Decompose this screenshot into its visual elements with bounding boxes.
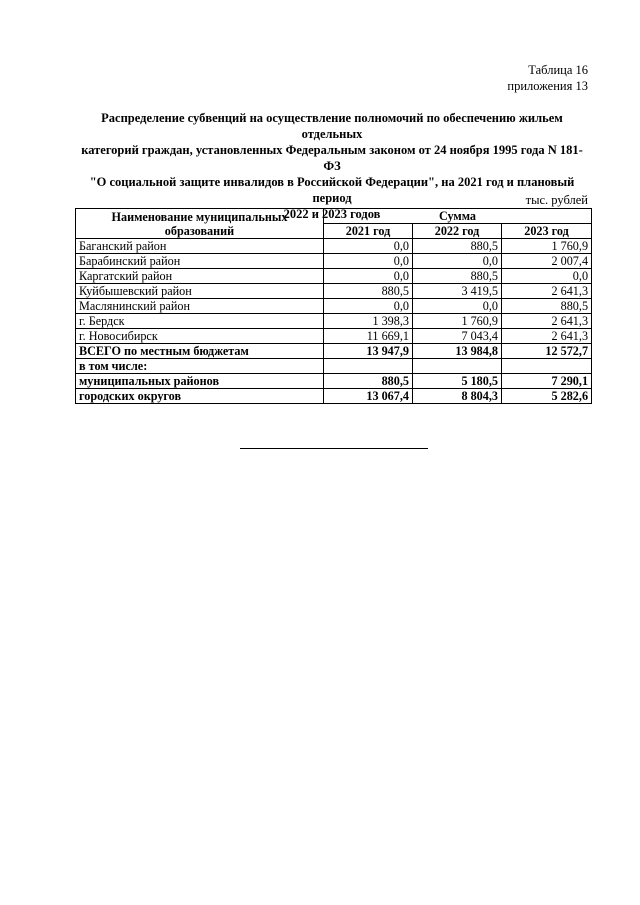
table-row bbox=[76, 284, 592, 299]
title-line-2: категорий граждан, установленных Федеральным законом от 24 ноября 1995 года N 181-ФЗ bbox=[81, 143, 583, 173]
amount-cell-2023: 2 641,3 bbox=[502, 284, 592, 299]
title-line-3: "О социальной защите инвалидов в Российской Федерации", на 2021 год и плановый период bbox=[89, 175, 575, 205]
amount-cell-2021: 1 398,3 bbox=[324, 314, 413, 329]
amount-cell-2021: 880,5 bbox=[324, 284, 413, 299]
municipality-column-header bbox=[76, 209, 324, 239]
amount-cell-2021: 0,0 bbox=[324, 239, 413, 254]
amount-cell-2023: 12 572,7 bbox=[502, 344, 592, 359]
table-row bbox=[76, 344, 592, 359]
amount-cell-2023: 2 007,4 bbox=[502, 254, 592, 269]
municipality-name-cell: Баганский район bbox=[76, 239, 324, 254]
amount-cell-2023: 1 760,9 bbox=[502, 239, 592, 254]
municipality-name-cell: Куйбышевский район bbox=[76, 284, 324, 299]
municipality-header-line-1: Наименование муниципальных bbox=[111, 209, 288, 224]
municipality-name-cell: в том числе: bbox=[76, 359, 324, 374]
municipality-name-cell: Каргатский район bbox=[76, 269, 324, 284]
year-header-2021: 2021 год bbox=[324, 224, 413, 239]
municipality-name-cell: городских округов bbox=[76, 389, 324, 404]
amount-cell-2022: 0,0 bbox=[413, 254, 502, 269]
year-header-2022: 2022 год bbox=[413, 224, 502, 239]
municipality-name-cell: Маслянинский район bbox=[76, 299, 324, 314]
amount-cell-2023: 880,5 bbox=[502, 299, 592, 314]
table-row bbox=[76, 389, 592, 404]
municipality-name-cell: г. Бердск bbox=[76, 314, 324, 329]
amount-cell-2023 bbox=[502, 359, 592, 374]
table-caption bbox=[507, 62, 588, 94]
amount-cell-2022: 7 043,4 bbox=[413, 329, 502, 344]
table-body bbox=[76, 239, 592, 404]
table-row bbox=[76, 359, 592, 374]
amount-cell-2022 bbox=[413, 359, 502, 374]
amount-cell-2022: 5 180,5 bbox=[413, 374, 502, 389]
municipality-name-cell: ВСЕГО по местным бюджетам bbox=[76, 344, 324, 359]
amount-cell-2022: 8 804,3 bbox=[413, 389, 502, 404]
municipality-header-line-2: образований bbox=[164, 223, 235, 238]
amount-cell-2021: 13 947,9 bbox=[324, 344, 413, 359]
table-row bbox=[76, 239, 592, 254]
amount-cell-2022: 880,5 bbox=[413, 239, 502, 254]
municipality-name-cell: муниципальных районов bbox=[76, 374, 324, 389]
amount-cell-2023: 2 641,3 bbox=[502, 329, 592, 344]
table-row bbox=[76, 254, 592, 269]
amount-cell-2023: 0,0 bbox=[502, 269, 592, 284]
amount-cell-2021: 0,0 bbox=[324, 269, 413, 284]
document-title bbox=[74, 110, 590, 222]
amount-cell-2021: 11 669,1 bbox=[324, 329, 413, 344]
amount-cell-2022: 3 419,5 bbox=[413, 284, 502, 299]
units-label: тыс. рублей bbox=[525, 193, 588, 207]
amount-cell-2022: 880,5 bbox=[413, 269, 502, 284]
title-line-1: Распределение субвенций на осуществление полномочий по обеспечению жильем отдельных bbox=[101, 111, 563, 141]
table-row bbox=[76, 329, 592, 344]
amount-cell-2023: 2 641,3 bbox=[502, 314, 592, 329]
amount-cell-2021: 880,5 bbox=[324, 374, 413, 389]
amount-cell-2022: 0,0 bbox=[413, 299, 502, 314]
caption-table-number: Таблица 16 bbox=[528, 63, 588, 77]
year-header-2023: 2023 год bbox=[502, 224, 592, 239]
municipality-name-cell: г. Новосибирск bbox=[76, 329, 324, 344]
amount-cell-2021: 0,0 bbox=[324, 299, 413, 314]
table-row bbox=[76, 314, 592, 329]
sum-column-header: Сумма bbox=[324, 209, 592, 224]
closing-rule bbox=[240, 448, 428, 449]
amount-cell-2023: 7 290,1 bbox=[502, 374, 592, 389]
amount-cell-2021 bbox=[324, 359, 413, 374]
amount-cell-2021: 13 067,4 bbox=[324, 389, 413, 404]
table-row bbox=[76, 374, 592, 389]
amount-cell-2021: 0,0 bbox=[324, 254, 413, 269]
table-row bbox=[76, 269, 592, 284]
municipality-name-cell: Барабинский район bbox=[76, 254, 324, 269]
title-line-4: 2022 и 2023 годов bbox=[283, 207, 381, 221]
subvention-table bbox=[75, 208, 592, 404]
amount-cell-2022: 1 760,9 bbox=[413, 314, 502, 329]
amount-cell-2022: 13 984,8 bbox=[413, 344, 502, 359]
amount-cell-2023: 5 282,6 bbox=[502, 389, 592, 404]
caption-appendix: приложения 13 bbox=[507, 79, 588, 93]
table-row bbox=[76, 299, 592, 314]
